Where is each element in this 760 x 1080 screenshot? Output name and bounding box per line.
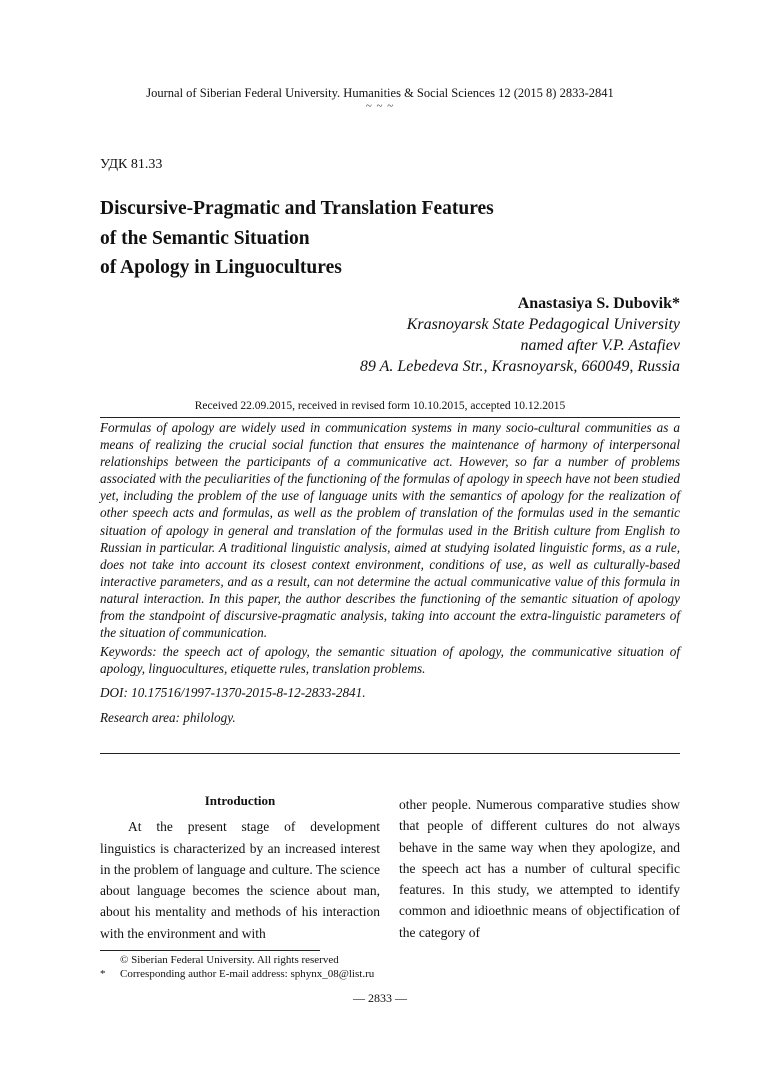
abstract-text: Formulas of apology are widely used in communication systems in many socio-cultural communities as a means of realizing the crucial social function that ensures the maintenance of harmony of interpersonal relationships between the participants of a communicative act. However, so far a number of problems associated with the peculiarities of the functioning of the formulas of apology in speech have not been studied yet, including the problem of the use of language units with the semantics of apology for the realization of other speech acts and formulas, as well as the problem of translation of the formulas used in the semantic situation of apology in general and translation of the formulas used in the British culture from English to Russian in particular. A traditional linguistic analysis, aimed at studying isolated linguistic forms, as a rule, does not take into account its closest context environment, conditions of use, as well as culturally-based interactive parameters, and as a result, can not determine the actual communicative value of this formula in natural interaction. In this paper, the author describes the functioning of the semantic situation of apology from the standpoint of discursive-pragmatic analysis, taking into account the extra-linguistic parameters of the situation of communication.	[100, 420, 680, 641]
footnote-rule	[100, 950, 320, 951]
corresponding-author-text: Corresponding author E-mail address: sphynx_08@list.ru	[120, 968, 375, 980]
author-block	[360, 293, 680, 377]
abstract-top-rule	[100, 417, 680, 418]
research-area: Research area: philology.	[100, 709, 236, 725]
body-column-right	[399, 794, 680, 943]
doi: DOI: 10.17516/1997-1370-2015-8-12-2833-2841.	[100, 685, 366, 701]
received-dates: Received 22.09.2015, received in revised form 10.10.2015, accepted 10.12.2015	[194, 400, 566, 412]
copyright-text: © Siberian Federal University. All rights reserved	[120, 954, 339, 966]
abstract	[100, 419, 680, 726]
section-heading-introduction: Introduction	[204, 793, 276, 808]
author-name: Anastasiya S. Dubovik*	[517, 295, 680, 312]
body-column-left	[100, 790, 380, 944]
title-line-1: Discursive-Pragmatic and Translation Features	[100, 198, 494, 219]
title-line-3: of Apology in Linguocultures	[100, 257, 342, 278]
title-line-2: of the Semantic Situation	[100, 227, 310, 249]
author-address: 89 A. Lebedeva Str., Krasnoyarsk, 660049, Russia	[359, 358, 680, 375]
footnote-corresponding	[100, 967, 374, 981]
udk-code: УДК 81.33	[100, 157, 163, 172]
header-ornament: ~ ~ ~	[365, 100, 395, 112]
footnotes	[100, 953, 374, 981]
body-paragraph: At the present stage of development linguistics is characterized by an increased interest in the problem of language and culture. The science about language becomes the science about man, about his mentality and methods of his interaction with the environment and with	[100, 819, 380, 941]
body-paragraph-continued: other people. Numerous comparative studies show that people of different cultures do not always behave in the same way when they apologize, and the speech act has a number of cultural specific features. In this study, we attempted to identify common and idioethnic means of objectification of the category of	[399, 797, 680, 940]
page-number: — 2833 —	[353, 991, 407, 1005]
journal-header: Journal of Siberian Federal University. Humanities & Social Sciences 12 (2015 8) 2833-2841	[146, 86, 614, 100]
affiliation-line-2: named after V.P. Astafiev	[520, 337, 680, 354]
abstract-bottom-rule	[100, 753, 680, 754]
affiliation-line-1: Krasnoyarsk State Pedagogical University	[406, 316, 680, 333]
article-title	[100, 194, 660, 283]
footnote-star: *	[100, 968, 106, 980]
footnote-copyright	[100, 953, 374, 967]
keywords: Keywords: the speech act of apology, the semantic situation of apology, the communicative situation of apology, linguocultures, etiquette rules, translation problems.	[100, 644, 680, 677]
